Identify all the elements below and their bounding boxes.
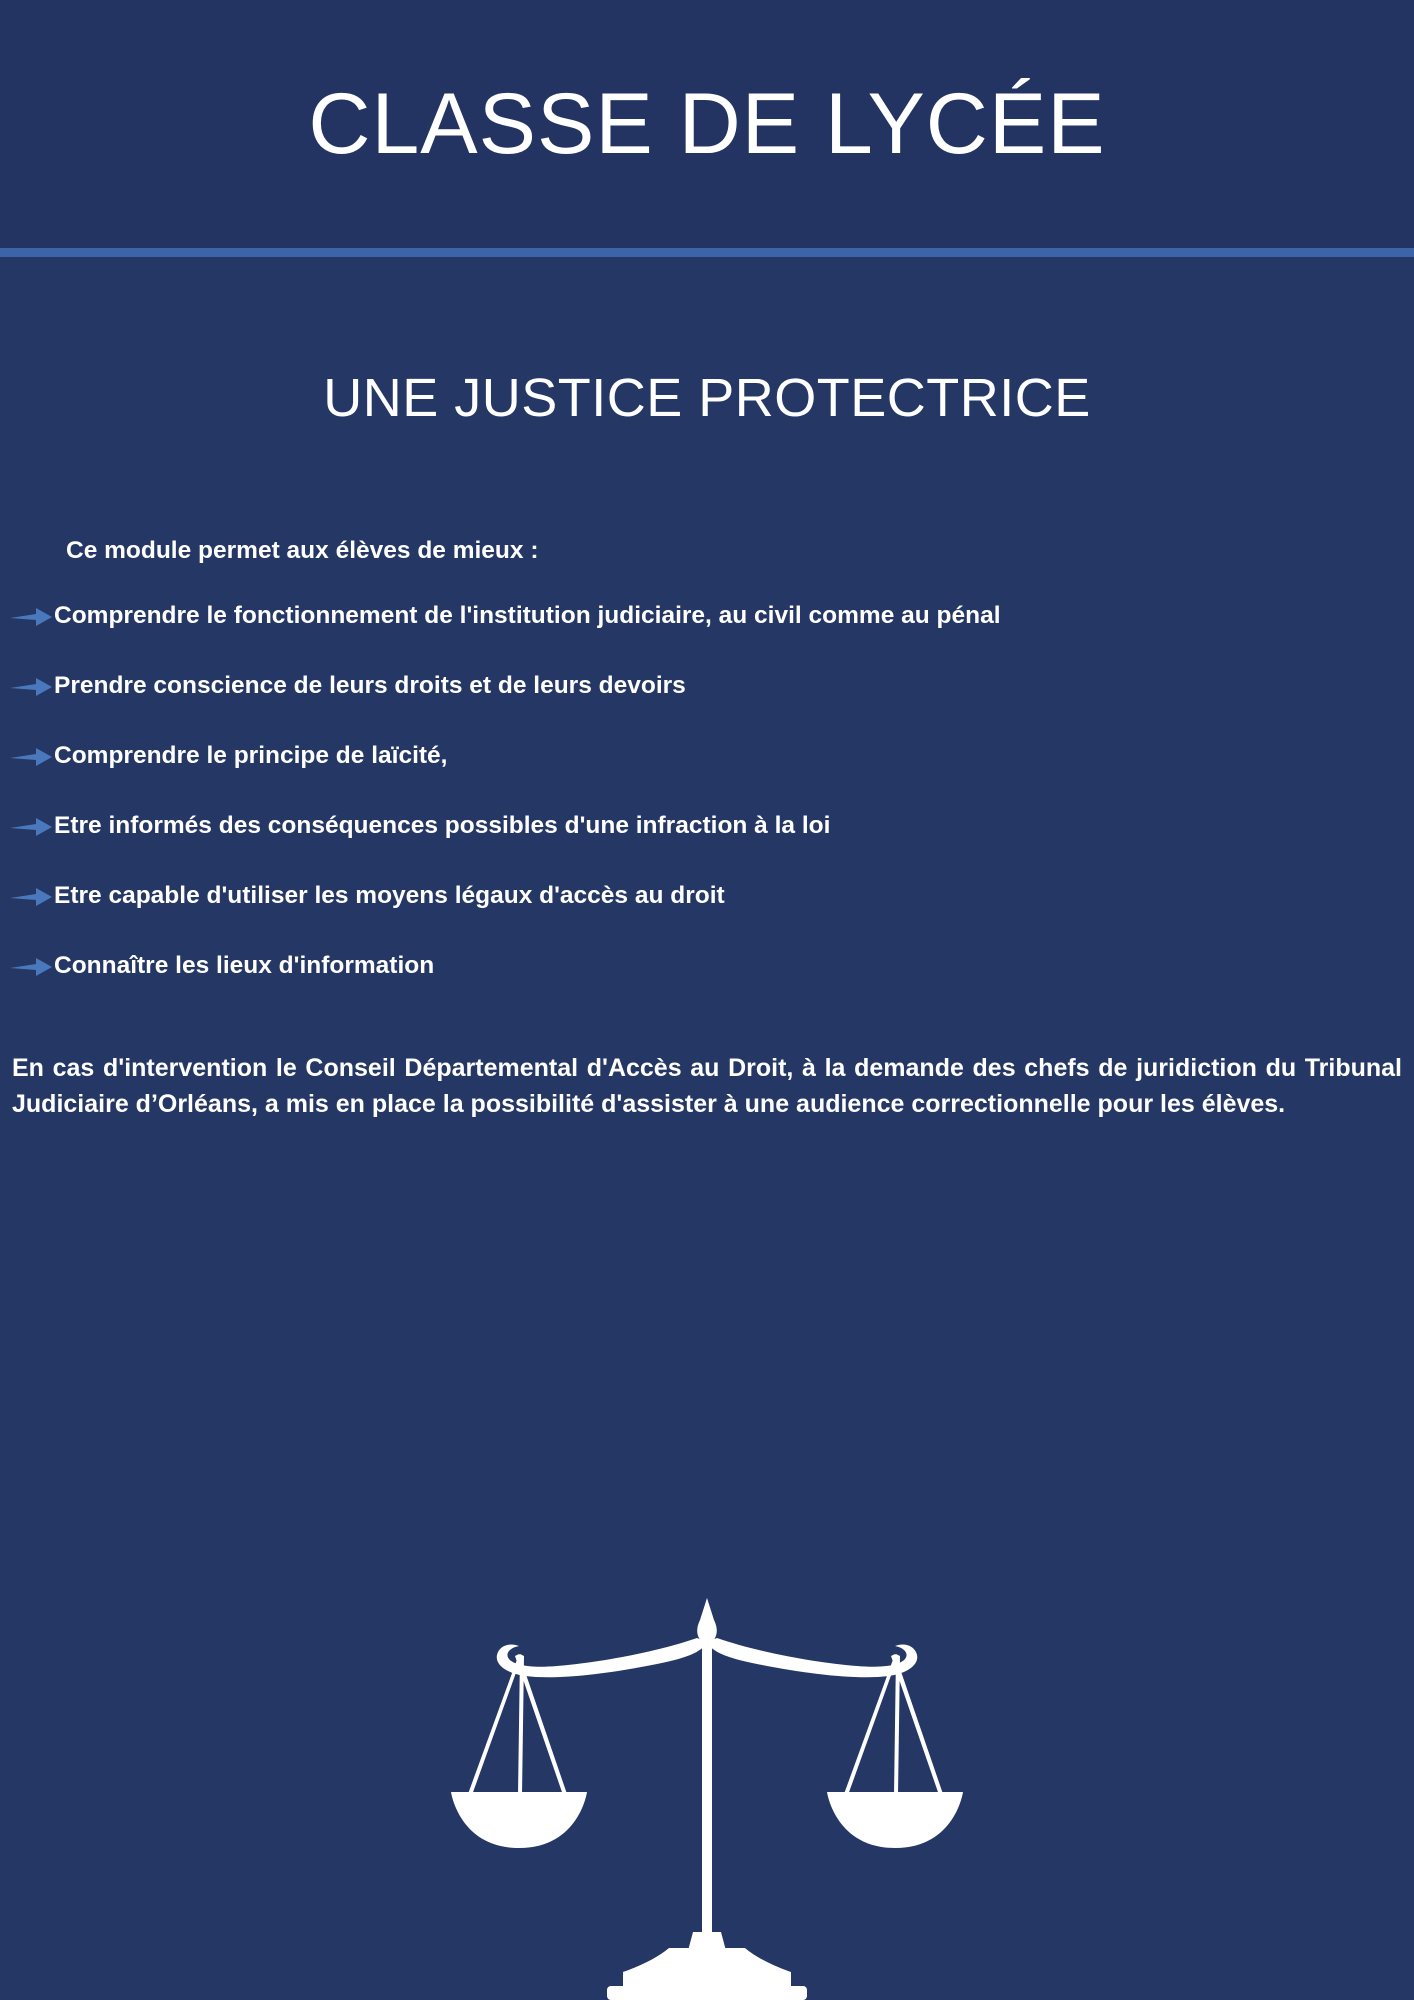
illustration-container bbox=[0, 1570, 1414, 2000]
arrow-right-icon bbox=[10, 605, 54, 634]
list-item-label: Comprendre le fonctionnement de l'institution judiciaire, au civil comme au pénal bbox=[54, 602, 1001, 629]
objectives-list bbox=[0, 599, 1414, 984]
list-item-label: Prendre conscience de leurs droits et de leurs devoirs bbox=[54, 672, 686, 699]
list-item bbox=[0, 739, 1414, 774]
arrow-right-icon bbox=[10, 675, 54, 704]
list-item bbox=[0, 599, 1414, 634]
list-item bbox=[0, 669, 1414, 704]
arrow-right-icon bbox=[10, 885, 54, 914]
list-item bbox=[0, 879, 1414, 914]
list-item-label: Connaître les lieux d'information bbox=[54, 952, 435, 979]
scales-of-justice-icon bbox=[447, 1580, 967, 2000]
content-area bbox=[0, 257, 1414, 2000]
list-item-label: Comprendre le principe de laïcité, bbox=[54, 742, 448, 769]
list-item-label: Etre informés des conséquences possibles d'une infraction à la loi bbox=[54, 812, 831, 839]
arrow-right-icon bbox=[10, 955, 54, 984]
list-item bbox=[0, 809, 1414, 844]
list-item-label: Etre capable d'utiliser les moyens légaux d'accès au droit bbox=[54, 882, 725, 909]
list-item bbox=[0, 949, 1414, 984]
arrow-right-icon bbox=[10, 815, 54, 844]
header-divider bbox=[0, 248, 1414, 257]
header-banner bbox=[0, 0, 1414, 248]
intro-text: Ce module permet aux élèves de mieux : bbox=[66, 537, 539, 564]
closing-paragraph: En cas d'intervention le Conseil Départemental d'Accès au Droit, à la demande des chefs de juridiction du Tribunal Judiciaire d’Orléans, a mis en place la possibilité d'assister à une audience correctionnelle pour les élèves. bbox=[12, 1054, 1402, 1118]
arrow-right-icon bbox=[10, 745, 54, 774]
page-title: CLASSE DE LYCÉE bbox=[308, 76, 1106, 172]
section-title: UNE JUSTICE PROTECTRICE bbox=[323, 368, 1091, 428]
